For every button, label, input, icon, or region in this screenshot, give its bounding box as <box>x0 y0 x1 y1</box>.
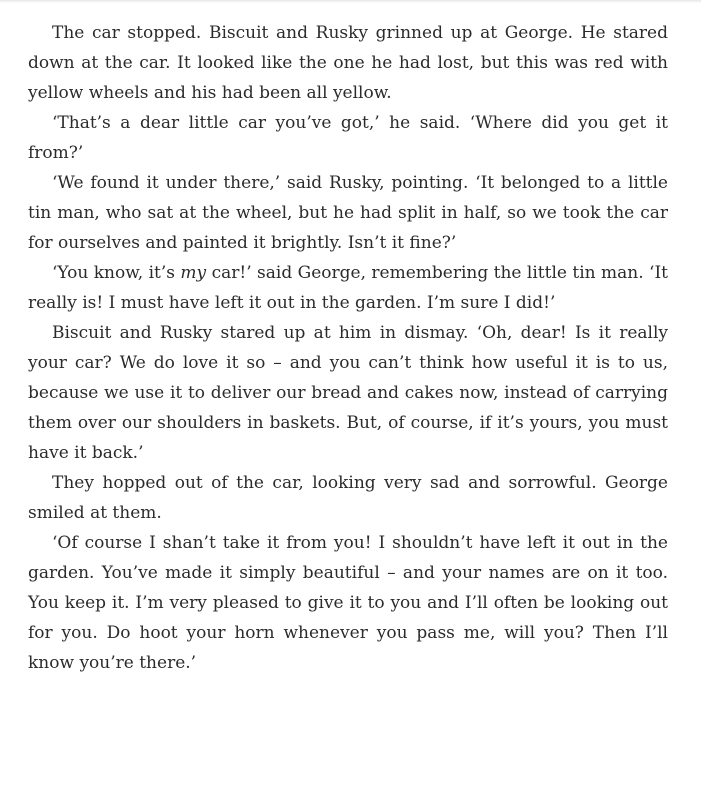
paragraph <box>28 258 668 318</box>
paragraph-text: ‘You know, it’s <box>52 263 181 283</box>
emphasis-text: my <box>180 263 207 283</box>
paragraph <box>28 168 668 258</box>
paragraph-text: They hopped out of the car, looking very sad and sorrowful. George smiled at them. <box>28 473 668 523</box>
paragraph-text: ‘That’s a dear little car you’ve got,’ he said. ‘Where did you get it from?’ <box>28 113 668 163</box>
story-text <box>28 18 668 678</box>
paragraph <box>28 18 668 108</box>
top-divider <box>0 0 701 3</box>
paragraph-text: The car stopped. Biscuit and Rusky grinned up at George. He stared down at the car. It looked like the one he had lost, but this was red with yellow wheels and his had been all yellow. <box>28 23 668 103</box>
paragraph-text: Biscuit and Rusky stared up at him in dismay. ‘Oh, dear! Is it really your car? We do love it so – and you can’t think how useful it is to us, because we use it to deliver our bread and cakes now, instead of carrying them over our shoulders in baskets. But, of course, if it’s yours, you must have it back.’ <box>28 323 668 463</box>
paragraph <box>28 318 668 468</box>
paragraph <box>28 528 668 678</box>
paragraph <box>28 468 668 528</box>
paragraph <box>28 108 668 168</box>
paragraph-text: ‘We found it under there,’ said Rusky, pointing. ‘It belonged to a little tin man, who sat at the wheel, but he had split in half, so we took the car for ourselves and painted it brightly. Isn’t it fine?’ <box>28 173 668 253</box>
paragraph-text: ‘Of course I shan’t take it from you! I shouldn’t have left it out in the garden. You’ve made it simply beautiful – and your names are on it too. You keep it. I’m very pleased to give it to you and I’ll often be looking out for you. Do hoot your horn whenever you pass me, will you? Then I’ll know you’re there.’ <box>28 533 668 673</box>
paragraph-text: car!’ said George, remembering the little tin man. ‘It really is! I must have left it out in the garden. I’m sure I did!’ <box>28 263 668 313</box>
